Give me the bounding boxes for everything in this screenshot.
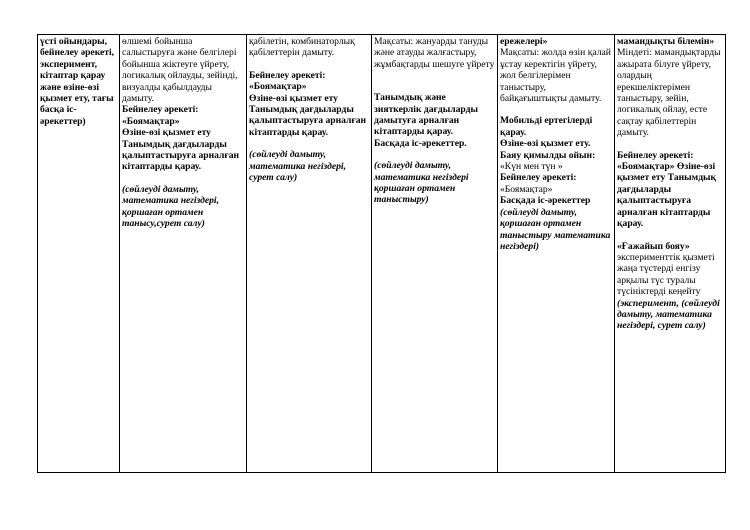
cell-text-line: Баяу қимылды ойын: <box>500 149 596 161</box>
cell-text-line: Басқада іс-әрекеттер <box>500 195 591 207</box>
cell-text-line: Бейнелеу әрекеті: «Боямақтар» Өзіне-өзі қызмет ету Танымдық дағдыларды қалыптастыруға арналған кітаптарды қарау. <box>617 149 717 230</box>
spacer <box>374 149 495 160</box>
table-cell-friday <box>615 35 726 473</box>
cell-text-line: Мақсаты: жануарды тануды және атауды жалғастыру, жұмбақтарды шешуге үйрету <box>374 36 495 70</box>
cell-text-line: (сөйлеуді дамыту, математика негіздері, қоршаған ортамен танысу,сурет салу) <box>122 183 219 230</box>
cell-text-line: (сөйлеуді дамыту, математика негіздері, сурет салу) <box>249 149 346 184</box>
cell-text-line: Бейнелеу әрекеті: «Боямақтар» <box>122 104 199 127</box>
cell-text-line: Мақсаты: жолда өзін қалай ұстау керектігін үйрету, жол белгілерімен таныстыру, байқағыштықты дамыту. <box>500 47 611 105</box>
cell-text-line: Өзіне-өзі қызмет ету Танымдық дағдыларды қалыптастыруға арналған кітаптарды қарау. <box>249 92 367 138</box>
cell-text-line: Бейнелеу әрекеті: <box>500 172 577 184</box>
table-cell-thursday <box>498 35 615 473</box>
spacer <box>617 230 723 241</box>
cell-text-line: Өзіне-өзі қызмет ету Танымдық дағдыларды қалыптастыруға арналған кітаптарды қарау. <box>122 127 240 173</box>
cell-text-line: қабілетін, комбинаторлық қабілеттерін дамыту. <box>249 36 355 59</box>
table-cell-tuesday <box>247 35 372 473</box>
table-cell-monday <box>120 35 247 473</box>
cell-text-line: (сөйлеуді дамыту, математика негіздері қоршаған ортамен таныстыру) <box>374 160 469 206</box>
cell-text-line: Өзіне-өзі қызмет ету. <box>500 138 591 150</box>
table-cell-wednesday <box>372 35 498 473</box>
cell-text-line: Танымдық және зияткерлік дағдыларды дамытуға арналған кітаптарды қарау. <box>374 92 478 138</box>
spacer <box>500 104 612 115</box>
cell-text-line: «Боямақтар» <box>500 183 553 195</box>
lesson-plan-table <box>37 34 726 473</box>
cell-text-line: мамандықты білемін» <box>617 36 715 47</box>
spacer <box>374 70 495 92</box>
cell-text-line: Мобильді ертегілерді қарау. <box>500 115 593 138</box>
cell-text-line: Бейнелеу әрекеті: «Боямақтар» <box>249 69 326 93</box>
cell-text-line: Міндеті: мамандықтарды ажырата білуге үйрету, олардың ерекшеліктерімен таныстыру, зейін, логикалық ойлау, есте сақтау қабілеттерін дамыту. <box>617 47 721 139</box>
spacer <box>617 139 723 150</box>
cell-text-line: эксперименттік қызметі жаңа түстерді енгізу арқылы түс туралы түсініктерді кеңейту <box>617 251 715 298</box>
cell-text-line: ережелері» <box>500 36 548 47</box>
cell-text-line: Басқада іс-әрекеттер. <box>374 137 467 149</box>
cell-text-line: (эксперимент, (сөйлеуді дамыту, математика негіздері, сурет салу) <box>617 297 720 332</box>
table-cell-activities <box>38 35 120 473</box>
spacer <box>122 173 244 184</box>
spacer <box>249 138 369 149</box>
cell-text-line: өлшемі бойынша салыстыруға және белгілері бойынша жіктеуге үйрету, логикалық ойлауды, зейінді, визуалды қабылдауды дамыту. <box>122 36 238 105</box>
cell-text-line: (сөйлеуді дамыту, қоршаған ортамен таныстыру математика негіздері) <box>500 206 611 252</box>
table-row <box>38 35 726 473</box>
cell-text-line: үсті ойындары, бейнелеу әрекеті, эксперимент, кітаптар қарау және өзіне-өзі қызмет ету, тағы басқа іс-әрекеттер) <box>40 36 115 127</box>
spacer <box>249 59 369 70</box>
cell-text-line: «Ғажайып бояу» <box>617 240 690 252</box>
cell-text-line: «Күн мен түн » <box>500 161 563 173</box>
